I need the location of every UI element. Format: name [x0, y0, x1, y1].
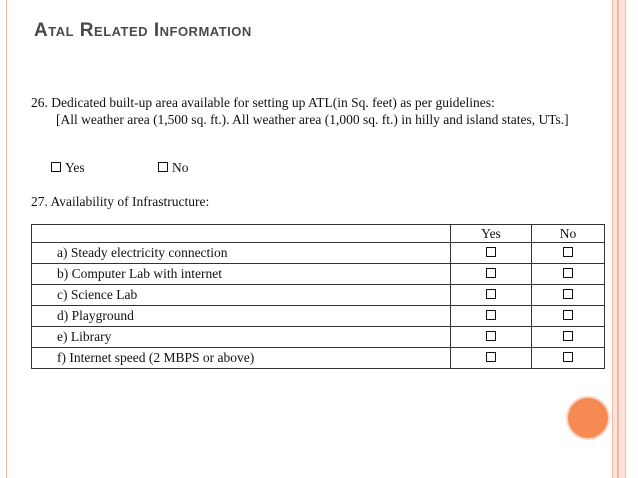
question-27-text: 27. Availability of Infrastructure: [31, 194, 210, 209]
decorative-circle [568, 398, 608, 438]
yes-checkbox[interactable] [486, 247, 496, 257]
row-label: f) Internet speed (2 MBPS or above) [32, 348, 451, 369]
header-no: No [532, 225, 605, 243]
table-row [32, 348, 605, 369]
no-checkbox[interactable] [563, 247, 573, 257]
header-yes: Yes [451, 225, 532, 243]
right-frame-band [612, 0, 626, 478]
row-label: a) Steady electricity connection [32, 243, 451, 264]
table-row [32, 264, 605, 285]
row-label: c) Science Lab [32, 285, 451, 306]
table-row [32, 327, 605, 348]
row-label: b) Computer Lab with internet [32, 264, 451, 285]
yes-checkbox[interactable] [486, 289, 496, 299]
option-no[interactable] [158, 160, 189, 176]
no-checkbox[interactable] [563, 289, 573, 299]
table-header-row [32, 225, 605, 243]
infrastructure-table [31, 224, 605, 369]
right-frame-inner-rule [617, 0, 619, 478]
no-checkbox[interactable] [563, 310, 573, 320]
row-label: d) Playground [32, 306, 451, 327]
no-checkbox[interactable] [563, 352, 573, 362]
option-yes-label: Yes [65, 160, 85, 175]
table-row [32, 243, 605, 264]
option-yes[interactable] [51, 160, 85, 176]
yes-checkbox[interactable] [486, 268, 496, 278]
no-checkbox[interactable] [563, 331, 573, 341]
left-frame-rule [6, 0, 7, 478]
slide-title: Atal Related Information [34, 20, 252, 41]
yes-checkbox[interactable] [486, 352, 496, 362]
question-26-text: 26. Dedicated built-up area available for setting up ATL(in Sq. feet) as per guidelines: [31, 95, 495, 110]
question-26-note: [All weather area (1,500 sq. ft.). All weather area (1,000 sq. ft.) in hilly and island states, UTs.] [56, 112, 569, 127]
row-label: e) Library [32, 327, 451, 348]
checkbox-icon[interactable] [158, 162, 168, 172]
checkbox-icon[interactable] [51, 162, 61, 172]
table-row [32, 285, 605, 306]
option-no-label: No [172, 160, 189, 175]
header-item [32, 225, 451, 243]
question-26 [31, 94, 591, 128]
table-row [32, 306, 605, 327]
yes-checkbox[interactable] [486, 331, 496, 341]
yes-checkbox[interactable] [486, 310, 496, 320]
no-checkbox[interactable] [563, 268, 573, 278]
